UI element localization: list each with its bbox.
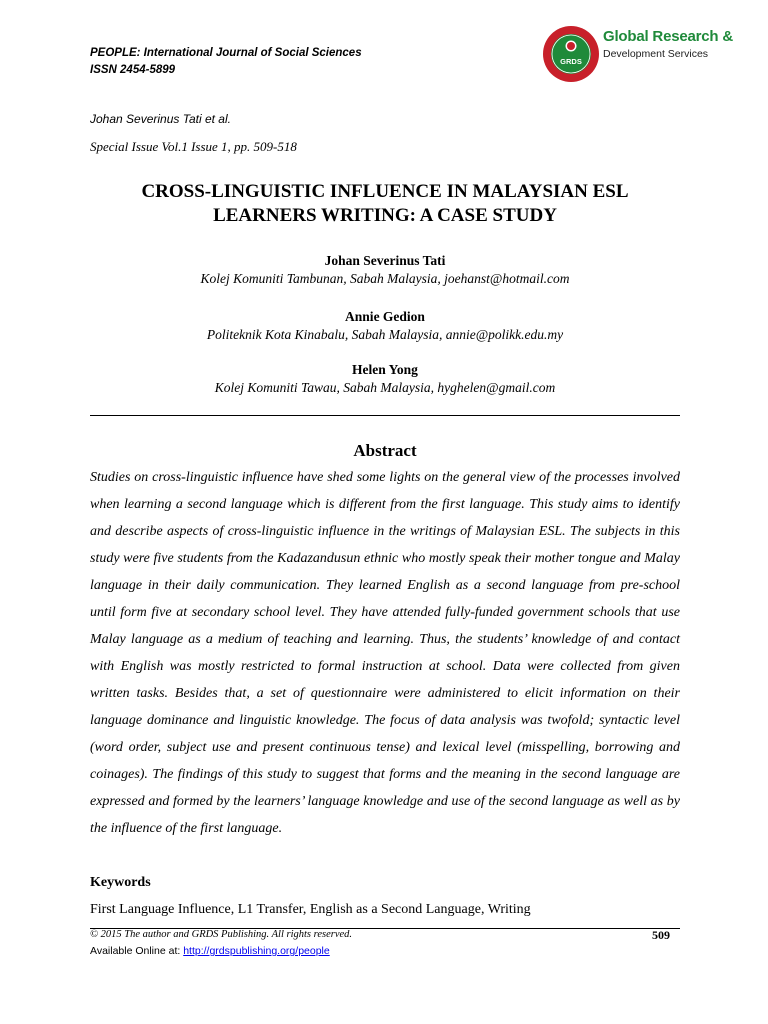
grds-logo <box>541 22 741 88</box>
paper-title-line2: LEARNERS WRITING: A CASE STUDY <box>213 205 557 226</box>
paper-title-line1: CROSS-LINGUISTIC INFLUENCE IN MALAYSIAN ESL <box>141 181 629 202</box>
journal-link[interactable]: http://grdspublishing.org/people <box>183 945 330 957</box>
section-divider <box>90 415 680 416</box>
abstract-heading: Abstract <box>353 441 417 460</box>
logo-text <box>603 28 733 60</box>
keywords-text: First Language Influence, L1 Transfer, English as a Second Language, Writing <box>90 902 531 917</box>
abstract-text: Studies on cross-linguistic influence have shed some lights on the general view of the processes involved when learning a second language which is different from the first language. This study aims to identify and describe aspects of cross-linguistic influence in the writings of Malaysian ESL. The subjects in this study were five students from the Kadazandusun ethnic who mostly speak their mother tongue and Malay language in their daily communication. They learned English as a second language from pre-school until form five at secondary school level. They have attended fully-funded government schools that use Malay language as a medium of teaching and learning. Thus, the students’ knowledge of and contact with English was mostly restricted to formal instruction at school. Data were collected from given written tasks. Besides that, a set of questionnaire were administered to elicit information on their language dominance and linguistic knowledge. The focus of data analysis was twofold; syntactic level (word order, subject use and present continuous tense) and lexical level (misspelling, borrowing and coinages). The findings of this study to suggest that forms and the meaning in the second language are expressed and formed by the learners’ language knowledge and use of the second language as well as by the influence of the first language. <box>90 470 680 836</box>
author-2 <box>90 308 680 344</box>
keywords-heading: Keywords <box>90 875 151 890</box>
logo-name-line2: Development Services <box>603 48 709 60</box>
journal-header <box>90 45 362 79</box>
grds-seal-icon <box>541 24 601 84</box>
logo-name-line1: Global Research & <box>603 28 733 45</box>
copyright-notice: © 2015 The author and GRDS Publishing. All rights reserved. <box>90 929 353 940</box>
grds-seal-text: GRDS <box>560 57 582 66</box>
running-author: Johan Severinus Tati et al. <box>90 112 231 126</box>
author-1 <box>90 252 680 288</box>
journal-name: PEOPLE: International Journal of Social Sciences <box>90 47 362 59</box>
author-name: Helen Yong <box>352 362 418 377</box>
author-affiliation: Kolej Komuniti Tambunan, Sabah Malaysia, joehanst@hotmail.com <box>200 271 570 286</box>
issue-info: Special Issue Vol.1 Issue 1, pp. 509-518 <box>90 139 297 154</box>
author-affiliation: Politeknik Kota Kinabalu, Sabah Malaysia, annie@polikk.edu.my <box>206 327 564 342</box>
author-affiliation: Kolej Komuniti Tawau, Sabah Malaysia, hyghelen@gmail.com <box>214 380 556 395</box>
available-label: Available Online at: <box>90 945 184 957</box>
paper-title <box>90 180 680 228</box>
page-number: 509 <box>652 928 670 942</box>
availability-line <box>90 945 330 957</box>
author-name: Annie Gedion <box>345 309 425 324</box>
journal-issn: ISSN 2454-5899 <box>90 64 176 76</box>
author-3 <box>90 361 680 397</box>
author-name: Johan Severinus Tati <box>324 253 446 268</box>
